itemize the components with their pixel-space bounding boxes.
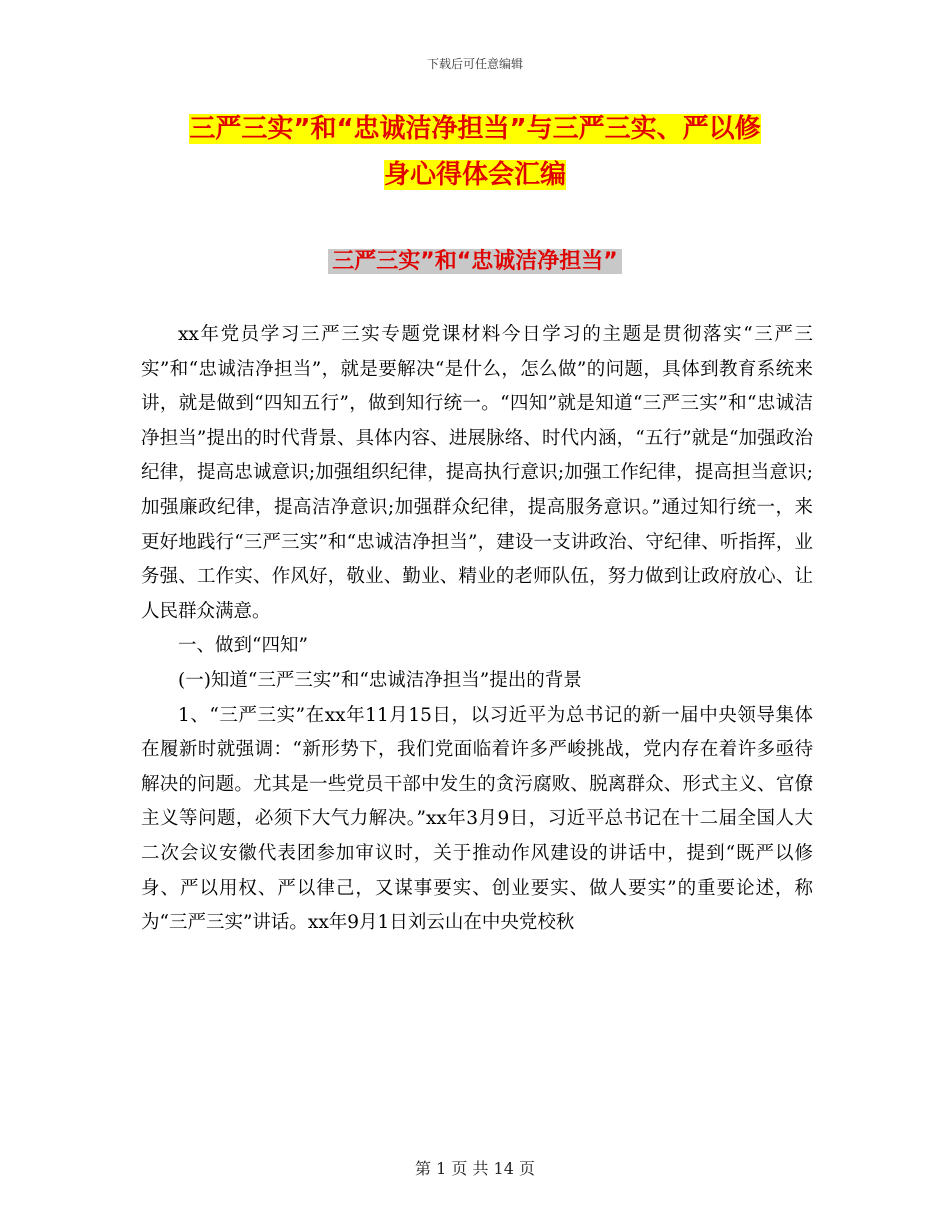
document-title-line-1 <box>0 112 950 146</box>
paragraph-subheading-1: (一)知道“三严三实”和“忠诚洁净担当”提出的背景 <box>178 669 582 691</box>
title-text-2: 身心得体会汇编 <box>383 160 566 190</box>
document-title-line-2 <box>0 158 950 192</box>
document-body <box>141 318 813 941</box>
paragraph-heading-1: 一、做到“四知” <box>178 635 308 657</box>
paragraph-intro: xx年党员学习三严三实专题党课材料今日学习的主题是贯彻落实“三严三实”和“忠诚洁净担当”，就是要解决“是什么，怎么做”的问题，具体到教育系统来讲，就是做到“四知五行”，做到知行统一。“四知”就是知道“三严三实”和“忠诚洁净担当”提出的时代背景、具体内容、进展脉络、时代内涵，“五行”就是“加强政治纪律，提高忠诚意识;加强组织纪律，提高执行意识;加强工作纪律，提高担当意识;加强廉政纪律，提高洁净意识;加强群众纪律，提高服务意识。”通过知行统一，来更好地践行“三严三实”和“忠诚洁净担当”，建设一支讲政治、守纪律、听指挥，业务强、工作实、作风好，敬业、勤业、精业的老师队伍，努力做到让政府放心、让人民群众满意。 <box>141 324 813 622</box>
section-title <box>0 246 950 278</box>
paragraph-point-1: 1、“三严三实”在xx年11月15日，以习近平为总书记的新一届中央领导集体在履新时就强调：“新形势下，我们党面临着许多严峻挑战，党内存在着许多亟待解决的问题。尤其是一些党员干部中发生的贪污腐败、脱离群众、形式主义、官僚主义等问题，必须下大气力解决。”xx年3月9日，习近平总书记在十二届全国人大二次会议安徽代表团参加审议时，关于推动作风建设的讲话中，提到“既严以修身、严以用权、严以律己，又谋事要实、创业要实、做人要实”的重要论述，称为“三严三实”讲话。xx年9月1日刘云山在中央党校秋 <box>141 704 813 934</box>
section-title-text: 三严三实”和“忠诚洁净担当” <box>328 249 621 274</box>
page-footer: 第 1 页 共 14 页 <box>415 1159 535 1178</box>
header-note: 下载后可任意编辑 <box>426 57 523 71</box>
title-text-1: 三严三实”和“忠诚洁净担当”与三严三实、严以修 <box>189 114 761 144</box>
